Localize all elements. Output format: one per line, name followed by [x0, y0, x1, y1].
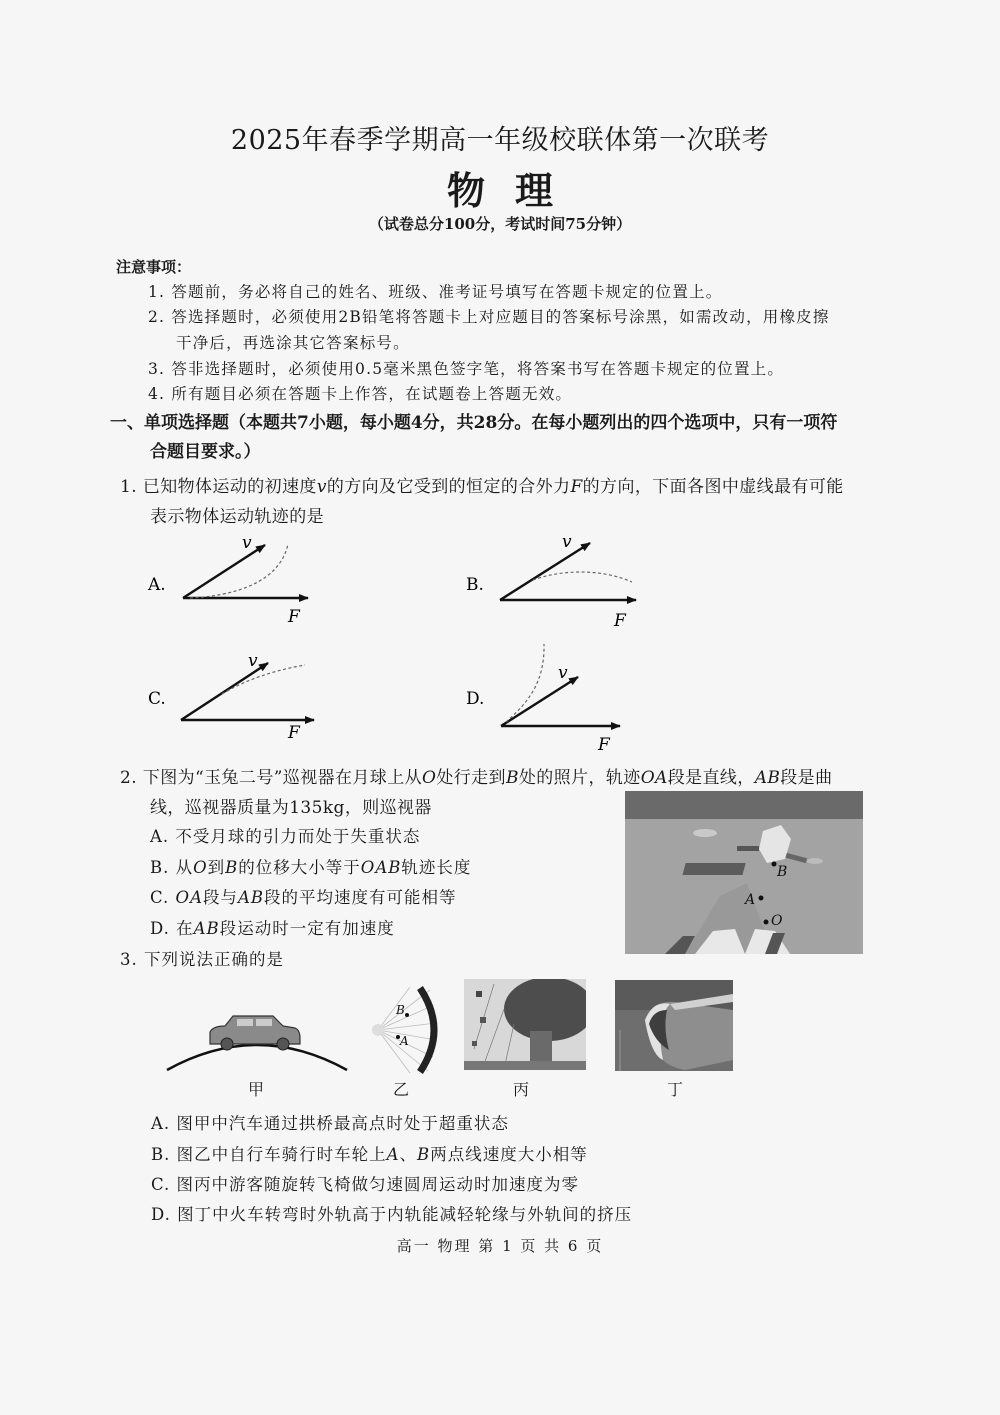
q3-option-b[interactable]	[151, 1141, 588, 1165]
score-info: （试卷总分100分，考试时间75分钟）	[368, 215, 632, 233]
label-v: v	[558, 663, 568, 683]
notice-item-4: 4. 所有题目必须在答题卡上作答，在试题卷上答题无效。	[148, 385, 573, 403]
velocity-arrow	[501, 677, 578, 726]
q3-stem: 3. 下列说法正确的是	[120, 950, 284, 969]
figure-train-photo	[615, 980, 733, 1071]
option-var: AB	[238, 888, 265, 907]
q1-option-a-diagram	[147, 533, 308, 627]
q1-text: 的方向，下面各图中虚线最有可能	[582, 477, 844, 497]
option-var: O	[193, 858, 208, 877]
notice-heading: 注意事项：	[116, 258, 192, 276]
option-text: 在	[176, 919, 194, 938]
q1-text: 1. 已知物体运动的初速度	[120, 477, 317, 497]
q1-option-c-label: C.	[148, 689, 166, 709]
q2-var: AB	[754, 768, 781, 788]
q1-option-b-diagram	[466, 532, 636, 631]
option-label: B.	[151, 1145, 171, 1164]
trajectory-dashed	[190, 544, 288, 598]
option-var: OA	[175, 888, 203, 907]
option-var: OAB	[360, 858, 402, 877]
q1-var-F: F	[570, 477, 583, 497]
q3-option-a[interactable]	[151, 1110, 509, 1134]
label-v: v	[562, 532, 572, 552]
option-text: 段的平均速度有可能相等	[264, 888, 457, 907]
arch-bridge	[167, 1045, 347, 1070]
notice-item-3: 3. 答非选择题时，必须使用0.5毫米黑色签字笔，将答案书写在答题卡规定的位置上。	[148, 360, 785, 378]
figure-swing-ride-photo	[464, 979, 586, 1070]
q1-option-b-label: B.	[466, 575, 484, 595]
figure-caption-ding: 丁	[667, 1080, 684, 1099]
option-label: A.	[151, 1114, 171, 1133]
q1-option-c-diagram	[148, 651, 314, 743]
option-label: D.	[150, 919, 170, 938]
option-var: AB	[193, 919, 220, 938]
option-label: A.	[150, 827, 170, 846]
option-text: 图丙中游客随旋转飞椅做匀速圆周运动时加速度为零	[176, 1175, 580, 1194]
option-label: D.	[151, 1205, 171, 1224]
q2-option-c[interactable]	[150, 884, 457, 908]
trajectory-dashed	[222, 665, 305, 694]
q2-text: 处行走到	[436, 768, 506, 788]
yutu-rover-photo	[625, 791, 863, 954]
q2-var: O	[422, 768, 437, 788]
option-text: 不受月球的引力而处于失重状态	[175, 827, 421, 846]
option-text: 图甲中汽车通过拱桥最高点时处于超重状态	[176, 1114, 509, 1133]
option-text: 到	[207, 858, 226, 877]
option-text: 的位移大小等于	[238, 858, 361, 877]
option-text: 轨迹长度	[401, 858, 472, 877]
label-v: v	[248, 651, 258, 671]
figure-caption-jia: 甲	[248, 1080, 265, 1099]
option-text: 段与	[203, 888, 238, 907]
label-F: F	[614, 611, 626, 631]
q2-var: B	[505, 768, 519, 788]
q2-text: 处的照片，轨迹	[518, 768, 641, 788]
wheel-point-b: B	[396, 1003, 405, 1017]
option-var: A	[386, 1145, 400, 1164]
option-text: 图乙中自行车骑行时车轮上	[176, 1145, 387, 1164]
label-F: F	[598, 735, 610, 755]
point-a-label: A	[745, 892, 756, 908]
q2-var: OA	[640, 768, 668, 788]
figure-caption-bing: 丙	[513, 1080, 530, 1099]
q1-option-a-label: A.	[148, 575, 166, 595]
q2-option-a[interactable]	[150, 823, 420, 847]
wheel-point-a: A	[400, 1034, 409, 1048]
q3-option-d[interactable]	[151, 1201, 632, 1225]
subject-title: 物理	[446, 168, 583, 213]
label-v: v	[242, 533, 252, 553]
q1-option-d-label: D.	[466, 689, 485, 709]
option-text: 从	[175, 858, 194, 877]
option-text: 、	[399, 1145, 418, 1164]
section-heading: 一、单项选择题（本题共7小题，每小题4分，共28分。在每小题列出的四个选项中，只有一项符	[110, 413, 838, 433]
option-label: B.	[150, 858, 170, 877]
notice-item-2: 2. 答选择题时，必须使用2B铅笔将答题卡上对应题目的答案标号涂黑，如需改动，用橡皮擦	[148, 308, 830, 326]
figure-car-on-bridge	[165, 1010, 350, 1072]
option-text: 段运动时一定有加速度	[219, 919, 395, 938]
q2-text: 2. 下图为“玉兔二号”巡视器在月球上从	[120, 768, 423, 788]
q2-option-d[interactable]	[150, 915, 395, 939]
option-var: B	[225, 858, 239, 877]
option-label: C.	[151, 1175, 171, 1194]
notice-item-1: 1. 答题前，务必将自己的姓名、班级、准考证号填写在答题卡规定的位置上。	[148, 283, 723, 301]
label-F: F	[288, 723, 300, 743]
q1-stem-cont: 表示物体运动轨迹的是	[150, 507, 324, 527]
q1-option-d-diagram	[466, 644, 620, 755]
trajectory-dashed	[533, 572, 632, 582]
option-var: B	[417, 1145, 431, 1164]
q1-var-v: v	[316, 477, 327, 497]
exam-title: 2025年春季学期高一年级校联体第一次联考	[230, 125, 770, 156]
q2-option-b[interactable]	[150, 854, 471, 878]
figure-caption-yi: 乙	[393, 1080, 410, 1099]
option-label: C.	[150, 888, 170, 907]
point-b-label: B	[777, 864, 788, 880]
q2-text: 段是曲	[780, 768, 833, 788]
label-F: F	[288, 607, 300, 627]
notice-item-2-cont: 干净后，再选涂其它答案标号。	[176, 334, 410, 352]
velocity-arrow	[183, 545, 265, 598]
page-footer: 高一 物理 第 1 页 共 6 页	[396, 1237, 604, 1255]
option-text: 图丁中火车转弯时外轨高于内轨能减轻轮缘与外轨间的挤压	[177, 1205, 633, 1224]
option-text: 两点线速度大小相等	[430, 1145, 588, 1164]
q3-option-c[interactable]	[151, 1171, 579, 1195]
q1-text: 的方向及它受到的恒定的合外力	[326, 477, 571, 497]
velocity-arrow	[181, 663, 268, 720]
section-heading-cont: 合题目要求。）	[150, 442, 261, 462]
q2-stem	[120, 763, 832, 788]
q2-stem-cont: 线，巡视器质量为135kg，则巡视器	[150, 798, 432, 818]
point-o-label: O	[771, 913, 783, 929]
figure-bicycle-wheel	[370, 985, 440, 1075]
q2-text: 段是直线，	[667, 768, 755, 788]
